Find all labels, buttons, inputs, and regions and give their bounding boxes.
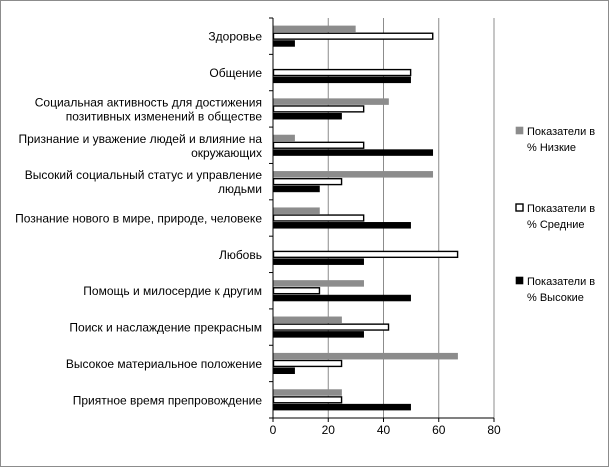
- category-label: Приятное время препровождение: [72, 393, 262, 408]
- bar-high: [274, 295, 411, 301]
- category-label: Высокое материальное положение: [65, 356, 262, 371]
- bar-high: [274, 77, 411, 83]
- bar-low: [274, 208, 320, 214]
- bar-medium: [274, 288, 320, 294]
- bar-low: [274, 317, 342, 323]
- bar-low: [274, 26, 356, 32]
- legend-label: % Низкие: [527, 142, 577, 154]
- bar-high: [274, 404, 411, 410]
- bar-medium: [274, 324, 389, 330]
- legend-label: Показатели в: [527, 203, 596, 215]
- bar-high: [274, 186, 320, 192]
- category-label: позитивных изменений в обществе: [65, 109, 262, 124]
- bar-medium: [274, 142, 364, 148]
- bar-low: [274, 280, 364, 286]
- legend-label: Показатели в: [527, 126, 596, 138]
- x-tick-label: 40: [376, 423, 391, 437]
- bar-medium: [274, 179, 342, 185]
- bar-low: [274, 171, 433, 177]
- bar-medium: [274, 33, 433, 39]
- bar-low: [274, 353, 458, 359]
- category-label: Помощь и милосердие к другим: [83, 284, 262, 299]
- bar-high: [274, 41, 295, 47]
- category-label: Высокий социальный статус и управление: [24, 168, 262, 183]
- legend-swatch-high: [516, 277, 523, 284]
- bar-medium: [274, 215, 364, 221]
- bar-medium: [274, 70, 411, 76]
- bar-medium: [274, 397, 342, 403]
- x-tick-label: 80: [487, 423, 501, 437]
- bar-high: [274, 331, 364, 337]
- category-label: Здоровье: [208, 29, 262, 44]
- category-label: Поиск и наслаждение прекрасным: [69, 320, 262, 335]
- category-label: Любовь: [218, 247, 262, 262]
- bar-high: [274, 113, 342, 119]
- bar-high: [274, 368, 295, 374]
- category-label: Социальная активность для достижения: [34, 95, 262, 110]
- category-label: Познание нового в мире, природе, человеке: [15, 211, 262, 226]
- category-label: окружающих: [191, 145, 262, 160]
- legend-label: % Средние: [527, 219, 585, 231]
- category-label: людьми: [218, 182, 262, 197]
- category-label: Признание и уважение людей и влияние на: [18, 131, 262, 146]
- legend-label: % Высокие: [527, 292, 584, 304]
- bar-medium: [274, 106, 364, 112]
- bar-high: [274, 150, 433, 156]
- bar-low: [274, 99, 389, 105]
- x-tick-label: 0: [269, 423, 277, 437]
- legend-swatch-low: [516, 127, 523, 134]
- bar-high: [274, 259, 364, 265]
- bar-medium: [274, 361, 342, 367]
- bar-low: [274, 390, 342, 396]
- legend-swatch-medium: [516, 204, 523, 211]
- bar-medium: [274, 251, 458, 257]
- category-label: Общение: [209, 66, 262, 81]
- bar-low: [274, 135, 295, 141]
- x-tick-label: 60: [432, 423, 446, 437]
- x-tick-label: 20: [321, 423, 335, 437]
- bar-high: [274, 222, 411, 228]
- legend-label: Показатели в: [527, 276, 596, 288]
